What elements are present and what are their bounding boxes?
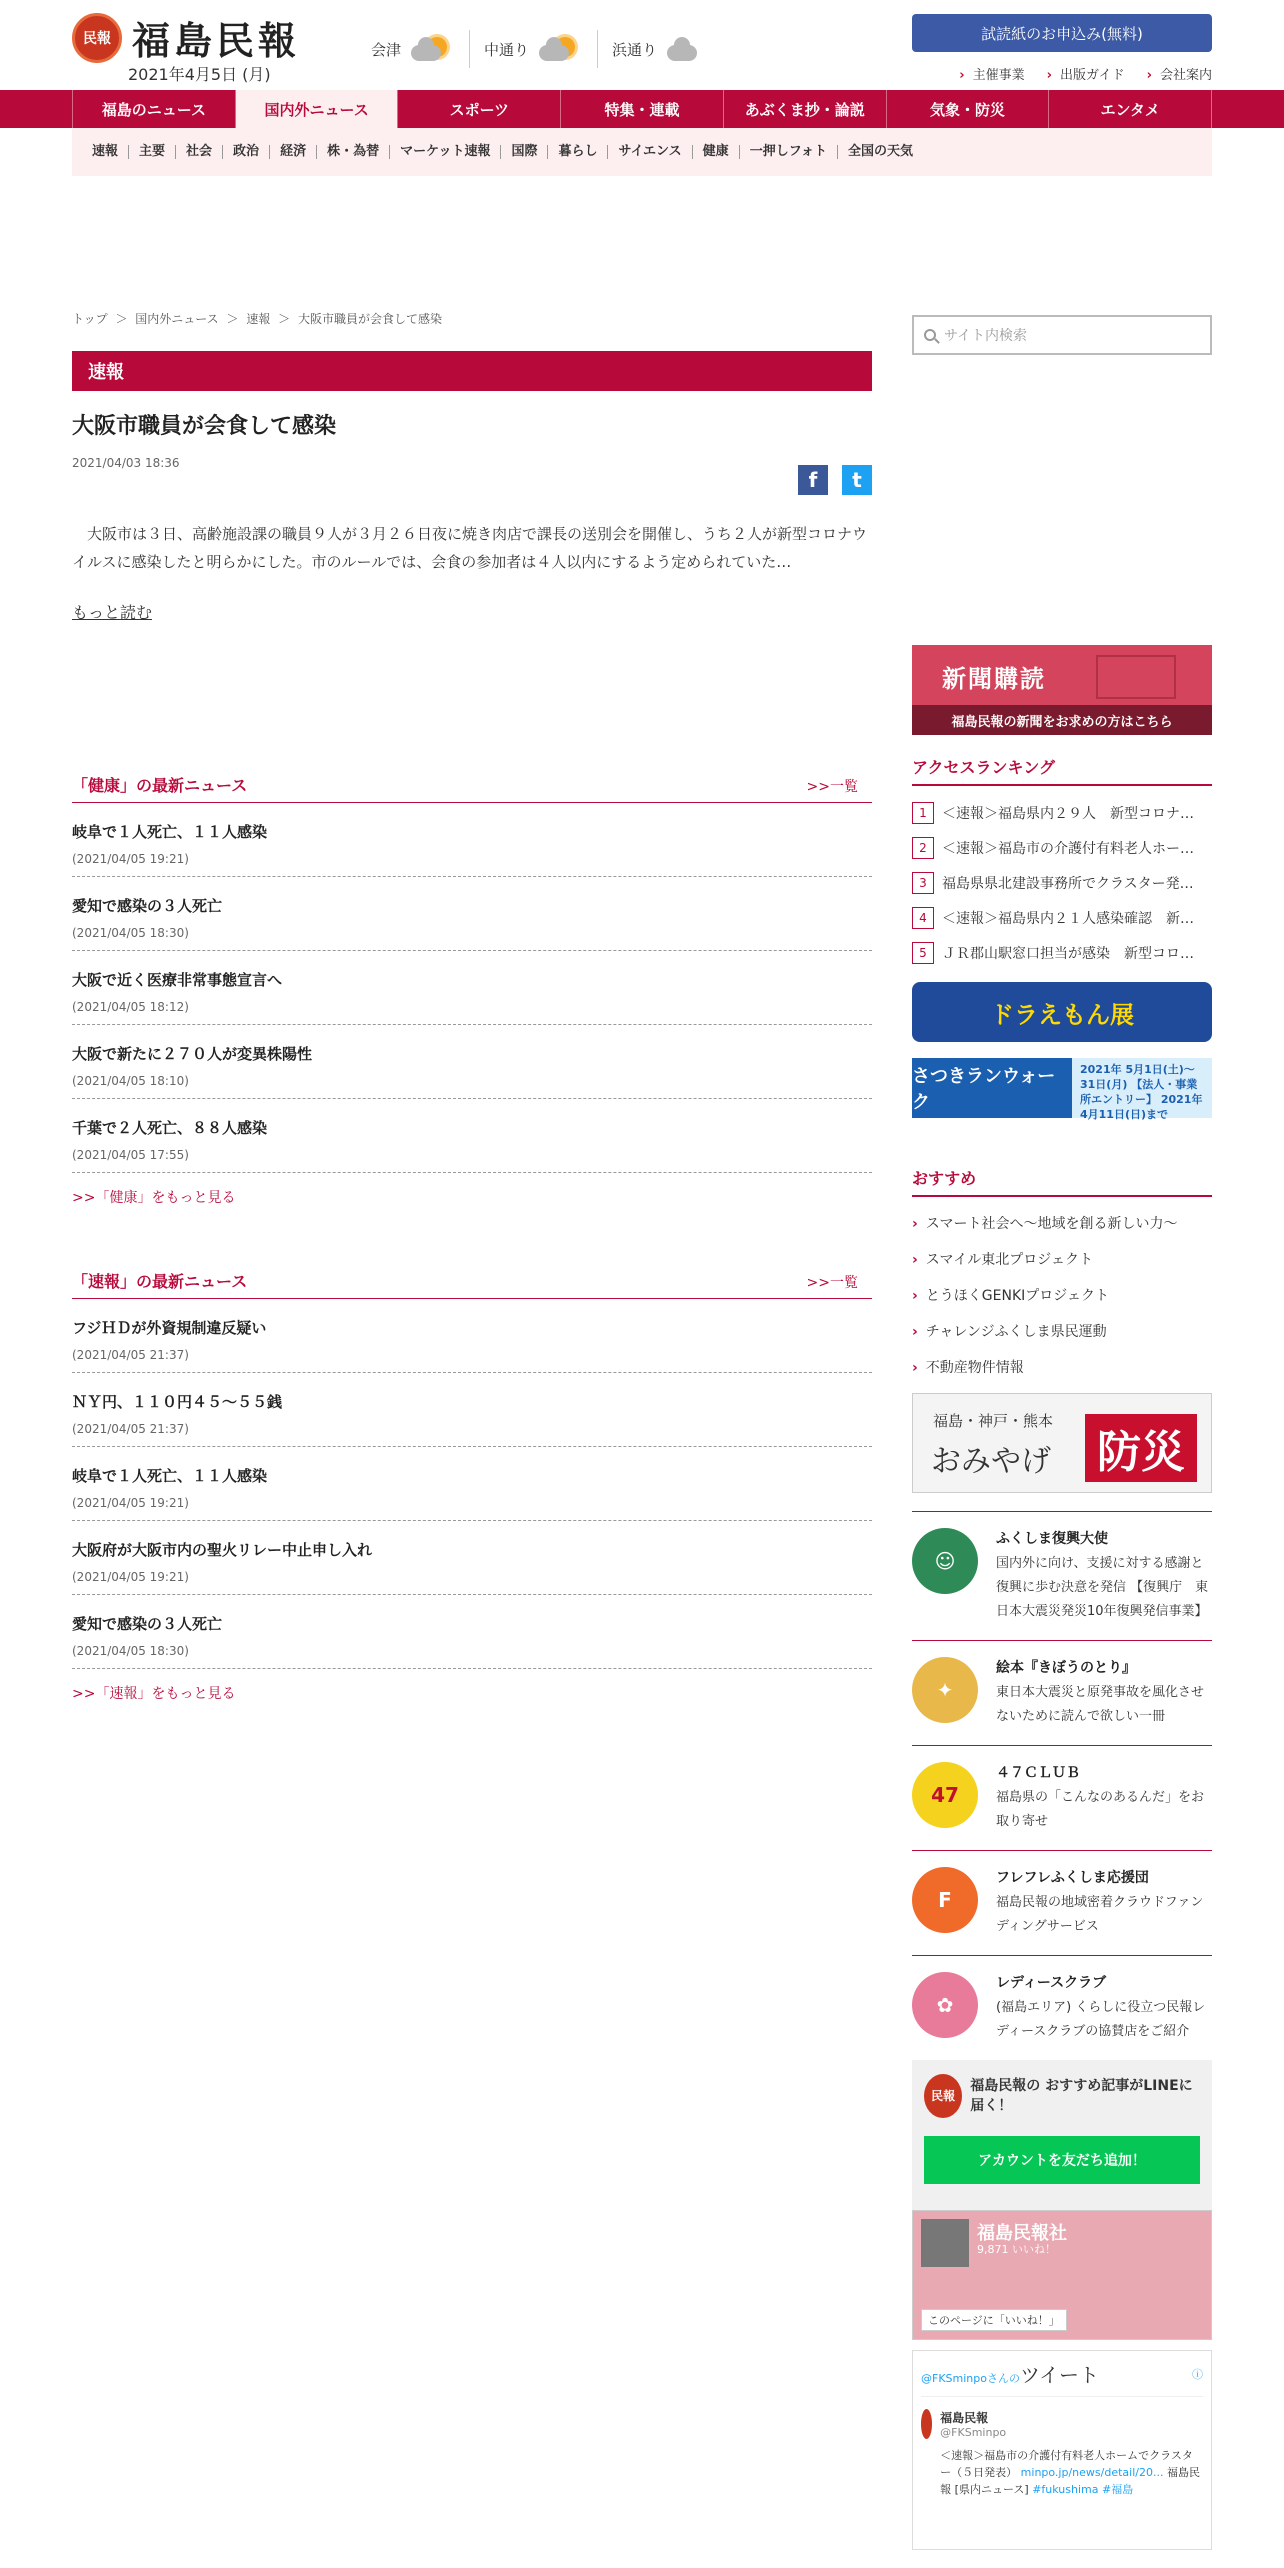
47club-icon: 47 [912,1762,978,1828]
list-item[interactable] [72,1373,872,1447]
promo-list [912,1511,1212,2060]
weather-area: 会津 [371,40,402,59]
list-link[interactable]: >>一覧 [806,779,858,795]
item-title[interactable]: 大阪で新たに２７０人が変異株陽性 [72,1045,313,1063]
list-item[interactable] [72,877,872,951]
promo-item[interactable] [912,1850,1212,1955]
ranking-item[interactable] [912,872,1212,894]
rank-number: 5 [912,942,934,964]
main-nav [0,90,1284,128]
newspaper-icon [1096,655,1176,699]
sidebar [912,315,1212,2550]
header-links [937,64,1212,83]
promo-desc: (福島エリア) くらしに役立つ民報レディースクラブの協賛店をご紹介 [996,2000,1206,2039]
fb-like-button[interactable]: このページに「いいね！」 [921,2309,1067,2331]
tweet-body-2: 福島民報 [県内ニュース] [940,2466,1200,2496]
tweet-link[interactable]: minpo.jp/news/detail/20... [1020,2466,1164,2479]
weather-aizu[interactable] [357,30,470,68]
weather-nakadori[interactable] [470,30,598,68]
site-search[interactable] [912,315,1212,355]
promo-title[interactable]: 絵本『きぼうのとり』 [996,1660,1136,1676]
omiyage-bousai-banner[interactable] [912,1393,1212,1493]
subnav-item[interactable]: サイエンス [608,145,692,159]
subnav-item[interactable]: 社会 [176,145,223,159]
recommend-section [912,1166,1212,1377]
list-item[interactable] [72,1521,872,1595]
read-more-link[interactable]: もっと読む [72,603,153,622]
article-body: 大阪市は３日、高齢施設課の職員９人が３月２６日夜に焼き肉店で課長の送別会を開催し、うち２人が新型コロナウイルスに感染したと明らかにした。市のルールでは、会食の参加者は４人以内にするよう定められていた… [72,525,868,571]
item-date: (2021/04/05 17:55) [72,1148,189,1162]
item-date: (2021/04/05 18:30) [72,1644,189,1658]
article-timestamp: 2021/04/03 18:36 [72,456,180,470]
sun-cloud-icon [409,33,455,65]
logo-text: 福島民報 [132,18,301,63]
article-title: 大阪市職員が会食して感染 [72,414,337,439]
list-item[interactable] [72,803,872,877]
list-item[interactable] [72,951,872,1025]
item-title[interactable]: フジＨＤが外資規制違反疑い [72,1319,267,1337]
fukko-icon: ☺ [912,1528,978,1594]
subnav-item[interactable]: 全国の天気 [848,144,914,159]
rank-title[interactable]: ＜速報＞福島市の介護付有料老人ホー… [942,841,1194,857]
ranking-heading: アクセスランキング [912,755,1212,786]
banner-title: さつきランウォーク [912,1058,1072,1118]
search-input[interactable]: サイト内検索 [944,328,1028,344]
promo-desc: 東日本大震災と原発事故を風化させないために読んで欲しい一冊 [996,1685,1205,1724]
item-date: (2021/04/05 18:12) [72,1000,189,1014]
weather-area: 中通り [484,40,530,59]
breadcrumb [72,310,872,327]
item-date: (2021/04/05 19:21) [72,852,189,866]
weather-widget [357,30,725,68]
list-item[interactable] [72,1595,872,1669]
header-link-events[interactable]: › 主催事業 [959,64,1024,83]
promo-title[interactable]: ふくしま復興大使 [996,1531,1108,1547]
tw-account[interactable]: @FKSminpoさんの [921,2372,1020,2385]
site-header [72,0,1212,88]
promo-desc: 福島県の「こんなのあるんだ」をお取り寄せ [996,1790,1205,1829]
fb-like-count: 9,871 いいね！ [977,2243,1056,2256]
breadcrumb-item[interactable]: トップ ＞ [72,312,135,326]
ranking-section [912,755,1212,964]
tweet-handle: @FKSminpo [940,2426,1007,2439]
sun-cloud-icon [537,33,583,65]
rank-title[interactable]: 福島県県北建設事務所でクラスター発… [942,876,1194,892]
rank-title[interactable]: ＪＲ郡山駅窓口担当が感染 新型コロ… [942,946,1194,962]
breadcrumb-item: 大阪市職員が会食して感染 [297,312,442,326]
recommend-link[interactable]: › 不動産物件情報 [912,1357,1212,1377]
item-title[interactable]: 愛知で感染の３人死亡 [72,1615,223,1633]
ladies-icon: ✿ [912,1972,978,2038]
sub-nav [72,128,1212,176]
subnav-item[interactable]: 速報 [82,145,129,159]
item-title[interactable]: ＮＹ円、１１０円４５～５５銭 [72,1393,283,1411]
subnav-item[interactable]: 国際 [501,145,548,159]
subnav-item[interactable]: 政治 [223,145,270,159]
subscribe-title: 新聞購読 [942,665,1046,693]
subnav-item[interactable]: 経済 [270,145,317,159]
health-news-block [72,773,872,1207]
breadcrumb-item[interactable]: 速報 ＞ [246,312,298,326]
bousai-title: おみやげ [931,1444,1051,1479]
cloud-icon [665,33,711,65]
recommend-link[interactable]: › とうほくGENKIプロジェクト [912,1285,1212,1305]
tweet-author[interactable]: 福島民報 [940,2411,989,2425]
rank-title[interactable]: ＜速報＞福島県内２９人 新型コロナ… [942,806,1194,822]
more-flash-link[interactable]: >>「速報」をもっと見る [72,1686,236,1702]
satsuki-run-banner[interactable] [912,1058,1212,1121]
promo-title[interactable]: ４７ＣＬＵＢ [996,1765,1080,1781]
header-link-company[interactable]: › 会社案内 [1147,64,1212,83]
promo-desc: 福島民報の地域密着クラウドファンディングサービス [996,1895,1204,1934]
rank-number: 3 [912,872,934,894]
list-item[interactable] [72,1447,872,1521]
recommend-heading: おすすめ [912,1166,1212,1197]
bird-icon: ✦ [912,1657,978,1723]
weather-area: 浜通り [612,40,658,59]
current-date: 2021年4月5日 (月) [128,65,271,84]
promo-item[interactable] [912,1640,1212,1745]
subnav-item[interactable]: 主要 [129,145,176,159]
list-item[interactable] [72,1025,872,1099]
item-title[interactable]: 千葉で２人死亡、８８人感染 [72,1119,268,1137]
tweet-body: ＜速報＞福島市の介護付有料老人ホームでクラスター（５日発表） [940,2449,1193,2479]
section-bar: 速報 [72,351,872,391]
tweet-text [940,2447,1203,2498]
recommend-link[interactable]: › スマイル東北プロジェクト [912,1249,1212,1269]
subscribe-sub: 福島民報の新聞をお求めの方はこちら [912,705,1212,735]
doraemon-banner[interactable]: ドラえもん展 [912,982,1212,1042]
line-title: 福島民報の おすすめ記事がLINEに届く！ [970,2078,1193,2114]
item-date: (2021/04/05 18:30) [72,926,189,940]
rank-number: 2 [912,837,934,859]
info-icon[interactable]: ⓘ [1192,2367,1203,2381]
share-buttons [784,465,872,495]
rank-number: 4 [912,907,934,929]
item-date: (2021/04/05 18:10) [72,1074,189,1088]
site-logo[interactable] [72,10,300,65]
promo-item[interactable] [912,1745,1212,1850]
ranking-item[interactable] [912,907,1212,929]
block-heading: 「健康」の最新ニュース [72,776,248,795]
nav-weather[interactable]: 気象・防災 [887,90,1050,128]
item-title[interactable]: 愛知で感染の３人死亡 [72,897,223,915]
search-icon [924,329,936,341]
rank-number: 1 [912,802,934,824]
tw-heading: ツイート [1019,2363,1099,2387]
ranking-item[interactable] [912,802,1212,824]
weather-hamadori[interactable] [598,30,725,68]
fb-page-name[interactable]: 福島民報社 [977,2223,1067,2244]
facebook-widget[interactable] [912,2210,1212,2340]
flash-news-block [72,1269,872,1703]
subnav-item[interactable]: 健康 [693,145,740,159]
furefure-icon: F [912,1867,978,1933]
ranking-item[interactable] [912,942,1212,964]
subnav-item[interactable]: 暮らし [548,145,608,159]
avatar [921,2409,932,2439]
subnav-item[interactable]: 株・為替 [317,145,390,159]
item-title[interactable]: 岐阜で１人死亡、１１人感染 [72,1467,268,1485]
block-heading: 「速報」の最新ニュース [72,1272,248,1291]
more-health-link[interactable]: >>「健康」をもっと見る [72,1190,236,1206]
nav-editorials[interactable]: あぶくま抄・論説 [724,90,887,128]
header-link-publishing[interactable]: › 出版ガイド [1047,64,1125,83]
promo-item[interactable] [912,1511,1212,1640]
nav-entertainment[interactable]: エンタメ [1049,90,1212,128]
list-item[interactable] [72,1299,872,1373]
item-date: (2021/04/05 21:37) [72,1422,189,1436]
logo-seal-icon: 民報 [72,13,122,63]
ranking-item[interactable] [912,837,1212,859]
item-date: (2021/04/05 19:21) [72,1496,189,1510]
rank-title[interactable]: ＜速報＞福島県内２１人感染確認 新… [942,911,1194,927]
minpo-seal-icon: 民報 [924,2074,962,2118]
subnav-item[interactable]: 一押しフォト [740,145,838,159]
breadcrumb-item[interactable]: 国内外ニュース ＞ [135,312,246,326]
item-title[interactable]: 岐阜で１人死亡、１１人感染 [72,823,268,841]
promo-title[interactable]: フレフレふくしま応援団 [996,1870,1149,1886]
line-signup-box [912,2060,1212,2210]
fb-page-photo [921,2219,969,2267]
trial-subscription-button[interactable]: 試読紙のお申込み(無料) [912,14,1212,52]
nav-sports[interactable]: スポーツ [398,90,561,128]
twitter-share-icon[interactable]: t [842,465,872,495]
promo-desc: 国内外に向け、支援に対する感謝と復興に歩む決意を発信 【復興庁 東日本大震災発災10年復興発信事業】 [996,1556,1209,1619]
nav-features[interactable]: 特集・連載 [561,90,724,128]
list-link[interactable]: >>一覧 [806,1275,858,1291]
tweet-hashtags[interactable]: #fukushima #福島 [1032,2483,1134,2496]
facebook-share-icon[interactable]: f [798,465,828,495]
recommend-link[interactable]: › スマート社会へ〜地域を創る新しい力〜 [912,1213,1212,1233]
recommend-link[interactable]: › チャレンジふくしま県民運動 [912,1321,1212,1341]
item-date: (2021/04/05 19:21) [72,1570,189,1584]
promo-item[interactable] [912,1955,1212,2060]
nav-fukushima-news[interactable]: 福島のニュース [72,90,236,128]
promo-title[interactable]: レディースクラブ [996,1975,1107,1991]
bousai-subtitle: 福島・神戸・熊本 [933,1412,1054,1430]
tweet[interactable] [921,2409,1203,2498]
line-add-friend-button[interactable]: アカウントを友だち追加！ [924,2136,1200,2184]
subnav-item[interactable]: マーケット速報 [390,145,501,159]
bousai-mark: 防災 [1085,1414,1197,1482]
item-title[interactable]: 大阪府が大阪市内の聖火リレー中止申し入れ [72,1541,373,1559]
main-content [72,310,872,1703]
subscribe-banner[interactable] [912,645,1212,735]
banner-dates: 2021年 5月1日(土)〜31日(月) 【法人・事業所エントリー】 2021年4月11日(日)まで [1072,1058,1212,1118]
list-item[interactable] [72,1099,872,1173]
item-date: (2021/04/05 21:37) [72,1348,189,1362]
nav-domestic-intl-news[interactable]: 国内外ニュース [236,90,399,128]
twitter-widget [912,2350,1212,2550]
item-title[interactable]: 大阪で近く医療非常事態宣言へ [72,971,283,989]
